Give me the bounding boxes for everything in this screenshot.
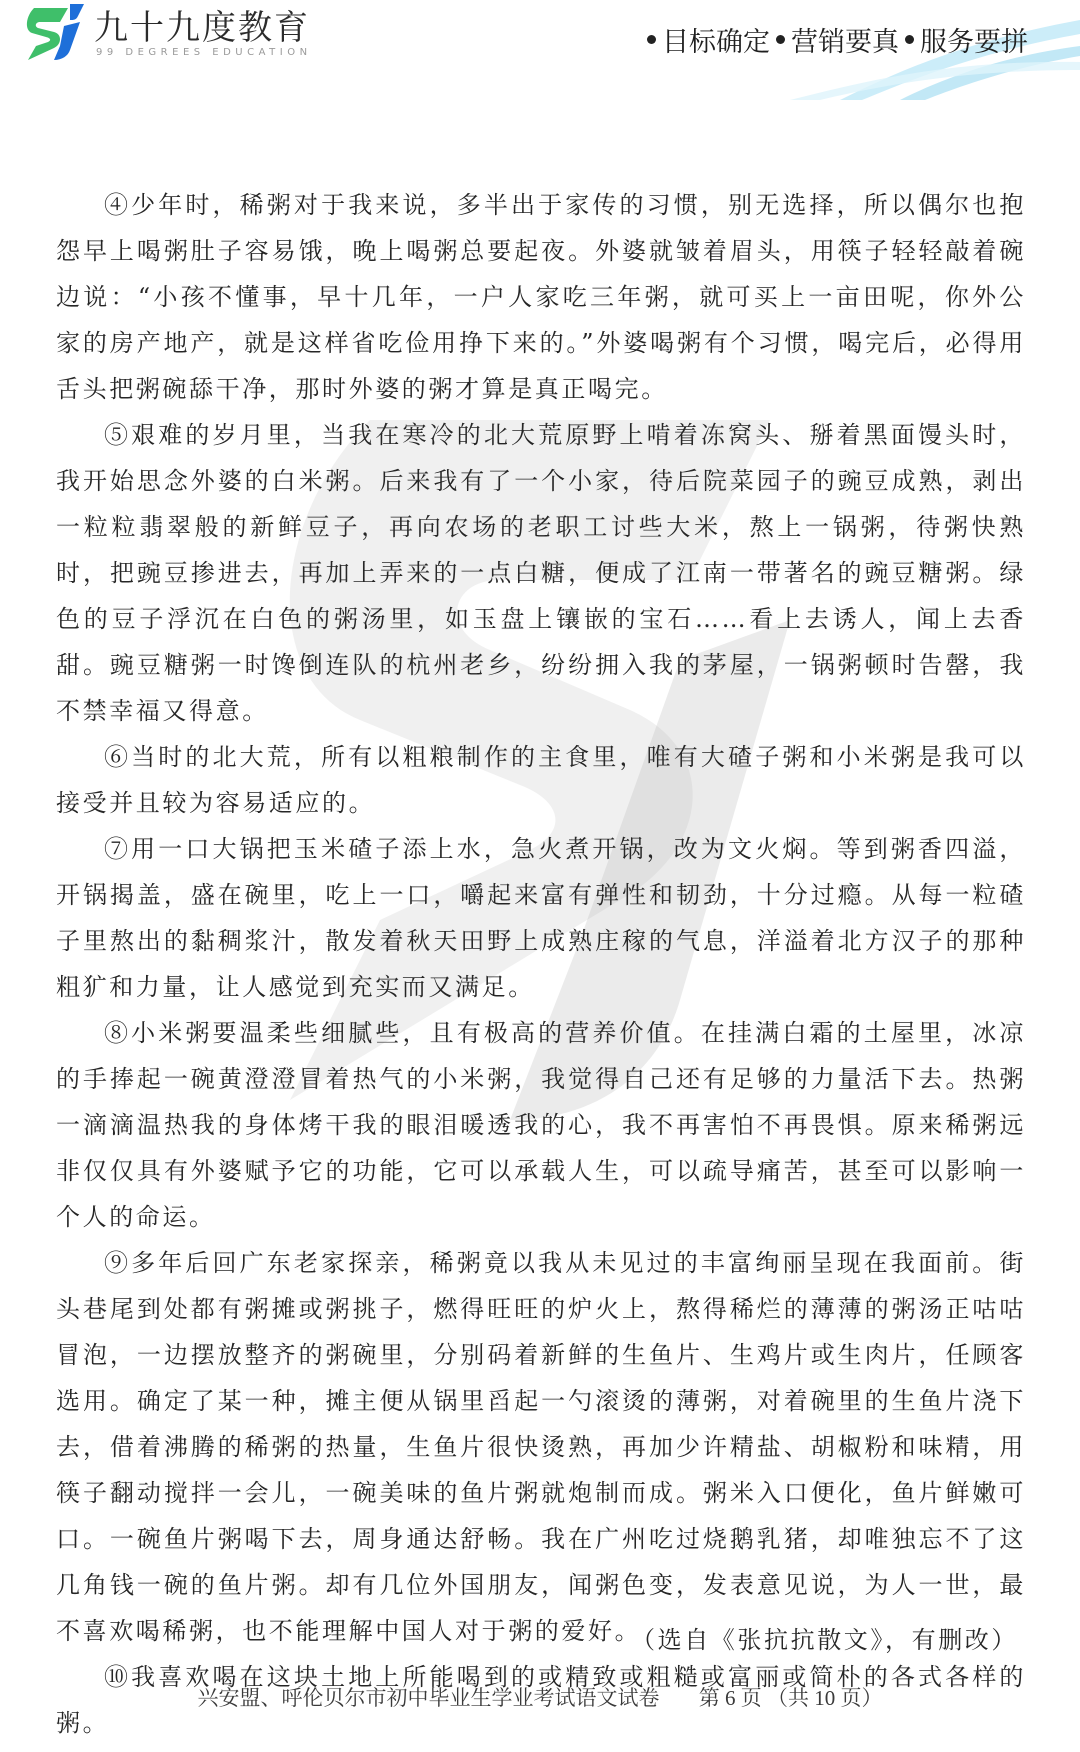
brand-logo-icon: [24, 2, 86, 62]
header-slogan: [641, 20, 1028, 59]
page-footer: [0, 1682, 1080, 1712]
slogan-item: 目标确定: [662, 27, 770, 58]
paragraph: ⑧小米粥要温柔些细腻些，且有极高的营养价值。在挂满白霜的土屋里，冰凉的手捧起一碗黄澄澄冒着热气的小米粥，我觉得自己还有足够的力量活下去。热粥一滴滴温热我的身体烤干我的眼泪暖透我的心，我不再害怕不再畏惧。原来稀粥远非仅仅具有外婆赋予它的功能，它可以承载人生，可以疏导痛苦，甚至可以影响一个人的命运。: [56, 1019, 1026, 1231]
paragraph: ⑩我喜欢喝在这块土地上所能喝到的或精致或粗糙或富丽或简朴的各式各样的粥。: [56, 1663, 1026, 1737]
article-body: [56, 182, 1026, 1746]
exam-title: 兴安盟、呼伦贝尔市初中毕业生学业考试语文试卷: [197, 1686, 660, 1710]
bullet-dot-icon: [776, 35, 785, 44]
paragraph: ⑨多年后回广东老家探亲，稀粥竟以我从未见过的丰富绚丽呈现在我面前。街头巷尾到处都有粥摊或粥挑子，燃得旺旺的炉火上，熬得稀烂的薄薄的粥汤正咕咕冒泡，一边摆放整齐的粥碗里，分别码着新鲜的生鱼片、生鸡片或生肉片，任顾客选用。确定了某一种，摊主便从锅里舀起一勺滚烫的薄粥，对着碗里的生鱼片浇下去，借着沸腾的稀粥的热量，生鱼片很快烫熟，再加少许精盐、胡椒粉和味精，用筷子翻动搅拌一会儿，一碗美味的鱼片粥就炮制而成。粥米入口便化，鱼片鲜嫩可口。一碗鱼片粥喝下去，周身通达舒畅。我在广州吃过烧鹅乳猪，却唯独忘不了这几角钱一碗的鱼片粥。却有几位外国朋友，闻粥色变，发表意见说，为人一世，最不喜欢喝稀粥，也不能理解中国人对于粥的爱好。: [56, 1249, 1026, 1645]
brand-name: 九十九度教育: [94, 8, 310, 48]
page-number: 第 6 页 （共 10 页）: [698, 1686, 883, 1710]
slogan-item: 营销要真: [791, 27, 899, 58]
bullet-dot-icon: [647, 35, 656, 44]
paragraph: ④少年时，稀粥对于我来说，多半出于家传的习惯，别无选择，所以偶尔也抱怨早上喝粥肚子容易饿，晚上喝粥总要起夜。外婆就皱着眉头，用筷子轻轻敲着碗边说：“小孩不懂事，早十几年，一户人家吃三年粥，就可买上一亩田呢，你外公家的房产地产，就是这样省吃俭用挣下来的。”外婆喝粥有个习惯，喝完后，必得用舌头把粥碗舔干净，那时外婆的粥才算是真正喝完。: [56, 191, 1026, 403]
slogan-item: 服务要拼: [920, 27, 1028, 58]
paragraph: ⑤艰难的岁月里，当我在寒冷的北大荒原野上啃着冻窝头、掰着黑面馒头时，我开始思念外婆的白米粥。后来我有了一个小家，待后院菜园子的豌豆成熟，剥出一粒粒翡翠般的新鲜豆子，再向农场的老职工讨些大米，熬上一锅粥，待粥快熟时，把豌豆掺进去，再加上弄来的一点白糖，便成了江南一带著名的豌豆糖粥。绿色的豆子浮沉在白色的粥汤里，如玉盘上镶嵌的宝石……看上去诱人，闻上去香甜。豌豆糖粥一时馋倒连队的杭州老乡，纷纷拥入我的茅屋，一锅粥顿时告罄，我不禁幸福又得意。: [56, 421, 1026, 725]
brand-subtitle: 99 DEGREES EDUCATION: [96, 47, 312, 58]
bullet-dot-icon: [905, 35, 914, 44]
paragraph: ⑥当时的北大荒，所有以粗粮制作的主食里，唯有大碴子粥和小米粥是我可以接受并且较为容易适应的。: [56, 743, 1026, 817]
page-header: [0, 0, 1080, 100]
paragraph: ⑦用一口大锅把玉米碴子添上水，急火煮开锅，改为文火焖。等到粥香四溢，开锅揭盖，盛在碗里，吃上一口，嚼起来富有弹性和韧劲，十分过瘾。从每一粒碴子里熬出的黏稠浆汁，散发着秋天田野上成熟庄稼的气息，洋溢着北方汉子的那种粗犷和力量，让人感觉到充实而又满足。: [56, 835, 1026, 1001]
article-source: （选自《张抗抗散文》，有删改）: [631, 1626, 1018, 1654]
